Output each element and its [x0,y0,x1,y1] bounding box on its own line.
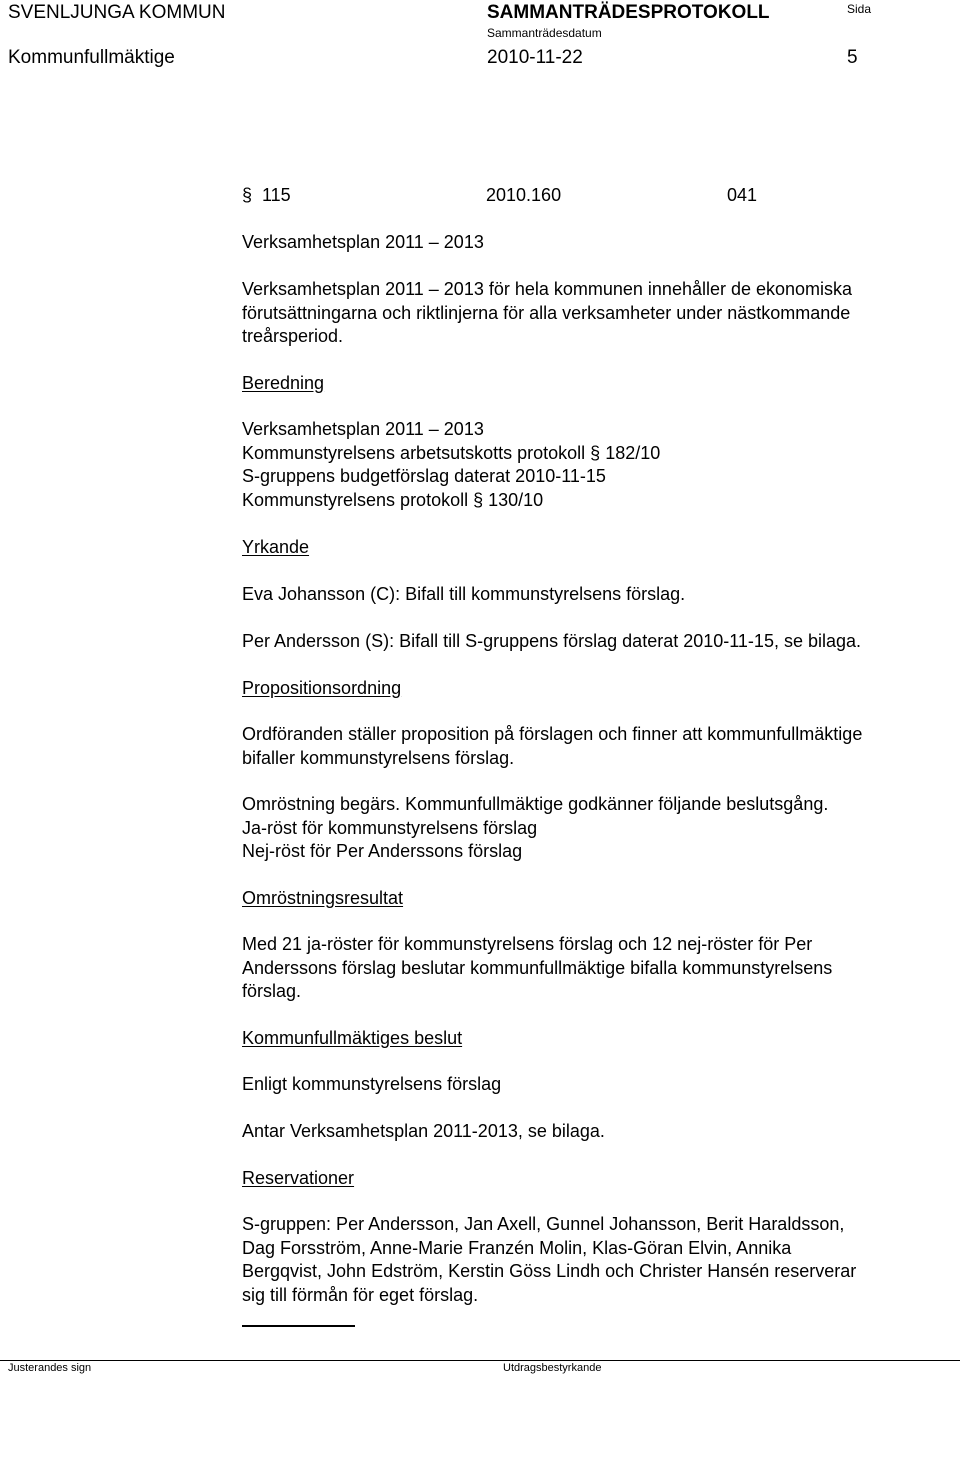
section-sign-icon: § [590,442,601,463]
heading-propositionsordning: Propositionsordning [242,678,402,698]
reservation-line: Bergqvist, John Edström, Kerstin Göss Lindh och Christer Hansén reserverar [242,1261,857,1281]
heading-yrkande: Yrkande [242,537,310,557]
meeting-date: 2010-11-22 [487,47,583,68]
vote-procedure [242,793,942,864]
registry-code: 041 [727,185,758,205]
page-number: 5 [847,47,858,68]
reservations-text [242,1213,942,1307]
heading-beslut: Kommunfullmäktiges beslut [242,1028,463,1048]
beredning-item-ref: 182/10 [605,442,661,463]
result-line: Med 21 ja-röster för kommunstyrelsens förslag och 12 nej-röster för Per [242,934,813,954]
section-sign-icon: § [242,185,253,205]
intro-line: treårsperiod. [242,326,344,346]
section-sign-icon: § [473,489,484,510]
footer-divider [0,1360,960,1361]
page-label: Sida [847,2,872,16]
beredning-item-text: Kommunstyrelsens protokoll [242,489,469,510]
reservation-line: sig till förmån för eget förslag. [242,1284,479,1305]
vote-result [242,933,942,1004]
beredning-item-text: Kommunstyrelsens arbetsutskotts protokoll [242,442,586,463]
beredning-item [242,489,942,513]
case-title: Verksamhetsplan 2011 – 2013 [242,232,484,252]
intro-line: Verksamhetsplan 2011 – 2013 för hela kommunen innehåller de ekonomiska [242,279,853,299]
case-intro [242,278,942,349]
decision-line: Antar Verksamhetsplan 2011-2013, se bilaga. [242,1121,605,1141]
reservation-line: Dag Forsström, Anne-Marie Franzén Molin, Klas-Göran Elvin, Annika [242,1237,792,1258]
beredning-item: S-gruppens budgetförslag daterat 2010-11-15 [242,466,606,486]
document-type: SAMMANTRÄDESPROTOKOLL [487,2,770,23]
beredning-item-ref: 130/10 [488,489,544,510]
beredning-item: Verksamhetsplan 2011 – 2013 [242,419,484,439]
end-rule [242,1325,355,1327]
decision-line: Enligt kommunstyrelsens förslag [242,1074,502,1094]
vote-line: Nej-röst för Per Anderssons förslag [242,841,523,861]
heading-reservationer: Reservationer [242,1168,355,1188]
yrkande-line: Eva Johansson (C): Bifall till kommunstyrelsens förslag. [242,584,686,604]
beredning-list [242,418,942,512]
footer-justerandes-sign: Justerandes sign [8,1362,92,1374]
vote-line: Ja-röst för kommunstyrelsens förslag [242,817,538,838]
heading-beredning: Beredning [242,373,325,393]
proposition-text [242,723,942,770]
org-name: SVENLJUNGA KOMMUN [8,2,226,23]
reservation-line: S-gruppen: Per Andersson, Jan Axell, Gunnel Johansson, Berit Haraldsson, [242,1214,845,1234]
meeting-date-label: Sammanträdesdatum [487,26,602,40]
paragraph-number: 115 [262,185,291,205]
meeting-body: Kommunfullmäktige [8,47,175,68]
result-line: förslag. [242,981,302,1001]
vote-line: Omröstning begärs. Kommunfullmäktige godkänner följande beslutsgång. [242,794,829,814]
heading-omrostningsresultat: Omröstningsresultat [242,888,404,908]
result-line: Anderssons förslag beslutar kommunfullmäktige bifalla kommunstyrelsens [242,957,833,978]
intro-line: förutsättningarna och riktlinjerna för alla verksamheter under nästkommande [242,302,851,323]
beredning-item [242,442,942,466]
case-number: 2010.160 [486,185,562,205]
proposition-line: bifaller kommunstyrelsens förslag. [242,747,515,768]
footer-utdragsbestyrkande: Utdragsbestyrkande [503,1362,602,1374]
proposition-line: Ordföranden ställer proposition på förslagen och finner att kommunfullmäktige [242,724,863,744]
yrkande-line: Per Andersson (S): Bifall till S-gruppens förslag daterat 2010-11-15, se bilaga. [242,631,862,651]
